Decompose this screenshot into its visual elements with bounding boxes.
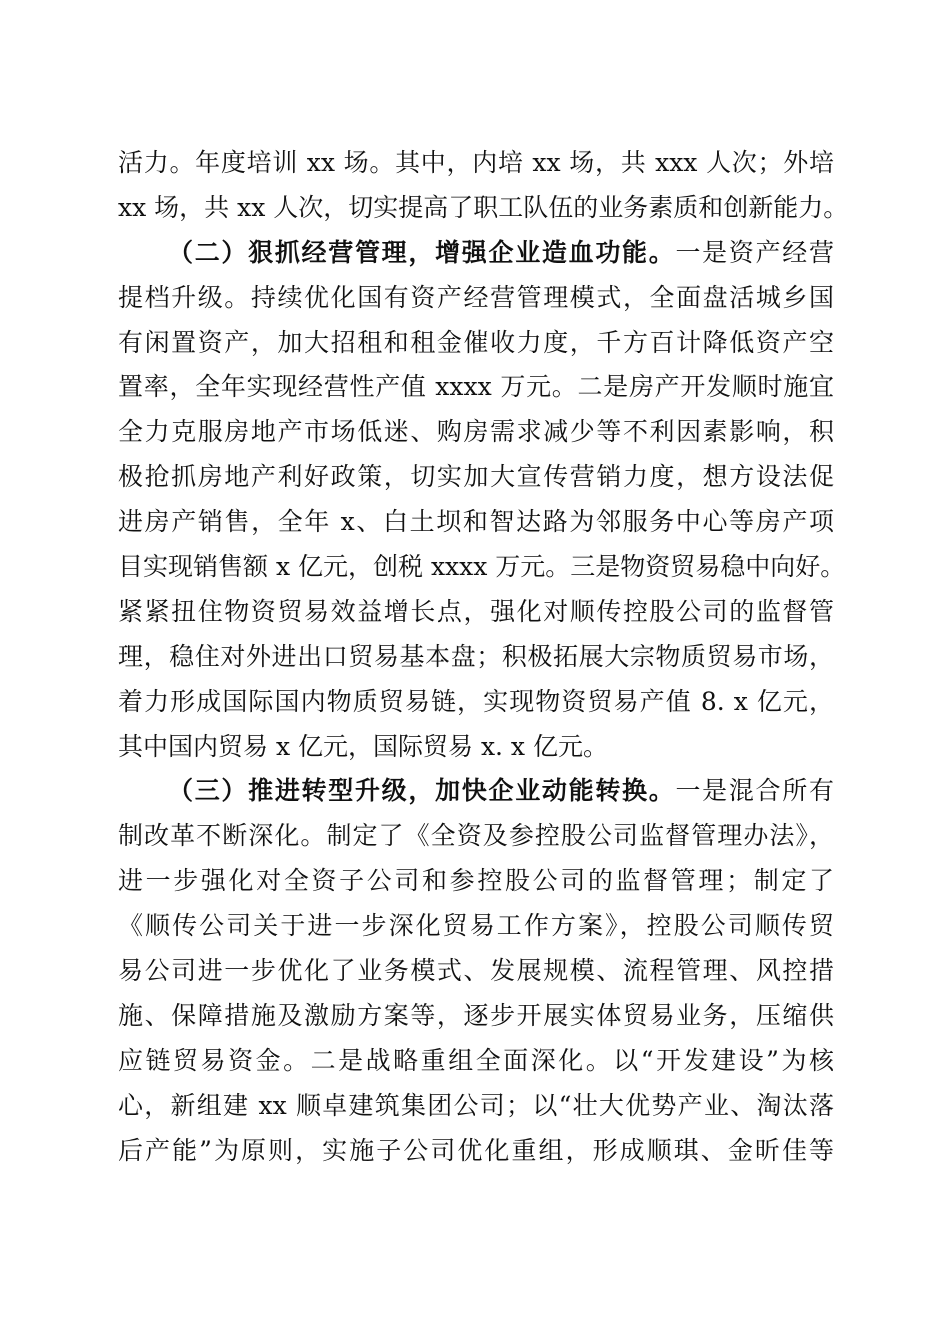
body-line: 易公司进一步优化了业务模式、发展规模、流程管理、风控措: [118, 956, 834, 986]
body-line: 《顺传公司关于进一步深化贸易工作方案》，控股公司顺传贸: [118, 911, 834, 941]
body-line: 极抢抓房地产利好政策，切实加大宣传营销力度，想方设法促: [118, 462, 834, 492]
section-heading-line: [118, 231, 834, 276]
body-line: 进一步强化对全资子公司和参控股公司的监督管理；制定了: [118, 866, 834, 896]
body-line: 置率，全年实现经营性产值 xxxx 万元。二是房产开发顺时施宜: [118, 372, 834, 402]
document-page: [118, 141, 849, 1173]
body-line: 全力克服房地产市场低迷、购房需求减少等不利因素影响，积: [118, 417, 834, 447]
body-line: 着力形成国际国内物质贸易链，实现物资贸易产值 8. x 亿元，: [118, 686, 834, 716]
heading-continuation: 一是混合所有: [675, 776, 834, 806]
body-line: 制改革不断深化。制定了《全资及参控股公司监督管理办法》，: [118, 821, 834, 851]
body-line: 施、保障措施及激励方案等，逐步开展实体贸易业务，压缩供: [118, 1000, 834, 1030]
body-line: 理，稳住对外进出口贸易基本盘；积极拓展大宗物质贸易市场，: [118, 641, 834, 671]
body-line: 后产能”为原则，实施子公司优化重组，形成顺琪、金昕佳等: [118, 1135, 834, 1165]
section-heading-line: [118, 769, 834, 814]
body-line: 提档升级。持续优化国有资产经营管理模式，全面盘活城乡国: [118, 282, 834, 312]
body-line: 紧紧扭住物资贸易效益增长点，强化对顺传控股公司的监督管: [118, 596, 834, 626]
section-heading: （二）狠抓经营管理，增强企业造血功能。: [168, 237, 676, 267]
body-line: 进房产销售，全年 x、白土坝和智达路为邻服务中心等房产项: [118, 507, 834, 537]
body-line: 其中国内贸易 x 亿元，国际贸易 x. x 亿元。: [118, 731, 608, 761]
section-heading: （三）推进转型升级，加快企业动能转换。: [168, 776, 676, 806]
body-line: xx 场，共 xx 人次，切实提高了职工队伍的业务素质和创新能力。: [118, 192, 849, 222]
body-line: 心，新组建 xx 顺卓建筑集团公司；以“壮大优势产业、淘汰落: [118, 1090, 834, 1120]
body-line: 应链贸易资金。二是战略重组全面深化。以“开发建设”为核: [118, 1045, 834, 1075]
body-line: 目实现销售额 x 亿元，创税 xxxx 万元。三是物资贸易稳中向好。: [118, 552, 846, 582]
body-line: 有闲置资产，加大招租和租金催收力度，千方百计降低资产空: [118, 327, 834, 357]
heading-continuation: 一是资产经营: [675, 237, 834, 267]
body-line: 活力。年度培训 xx 场。其中，内培 xx 场，共 xxx 人次；外培: [118, 148, 834, 177]
